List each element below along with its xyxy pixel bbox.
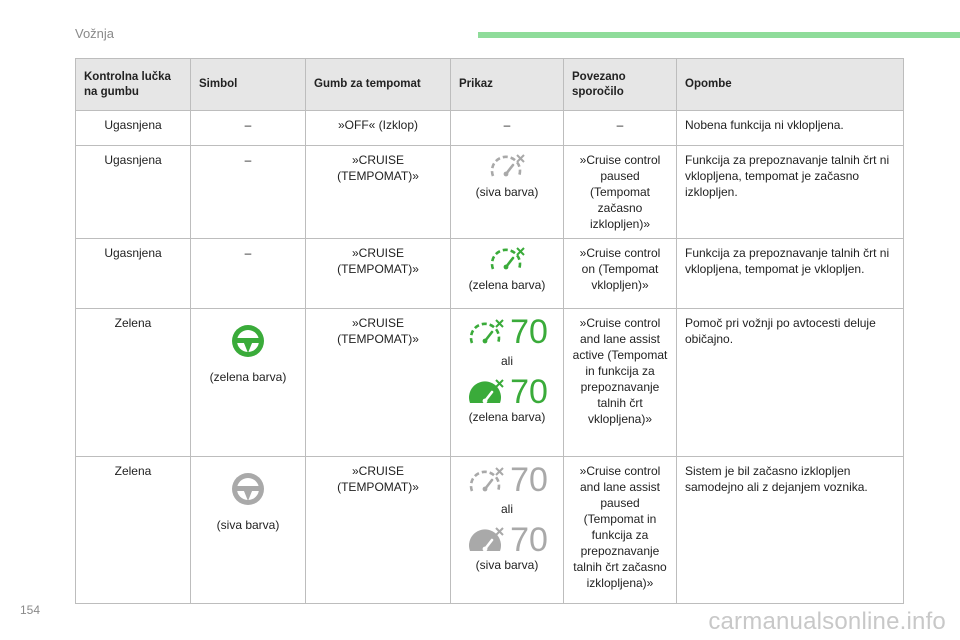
cruise-lane-outline-icon bbox=[466, 317, 506, 347]
header-symbol: Simbol bbox=[191, 59, 306, 111]
symbol-caption: (zelena barva) bbox=[209, 370, 287, 384]
cell-symbol: – bbox=[191, 146, 306, 239]
cell-lamp: Ugasnjena bbox=[76, 111, 191, 146]
header-accent-bar bbox=[478, 32, 960, 38]
cell-notes: Funkcija za prepoznavanje talnih črt ni vklopljena, tempomat je začasno izklopljen. bbox=[677, 146, 904, 239]
table-row bbox=[76, 239, 904, 309]
cell-display: – bbox=[451, 111, 564, 146]
display-caption: (zelena barva) bbox=[468, 278, 546, 292]
cell-lamp: Ugasnjena bbox=[76, 239, 191, 309]
speed-value: 70 bbox=[510, 373, 548, 411]
header-notes: Opombe bbox=[677, 59, 904, 111]
cell-message: »Cruise control and lane assist active (Tempomat in funkcija za prepoznavanje talnih črt vklopljena)» bbox=[564, 309, 677, 457]
cruise-lane-filled-icon bbox=[466, 377, 506, 407]
cruise-lane-outline-icon bbox=[466, 465, 506, 495]
cell-message: »Cruise control and lane assist paused (Tempomat in funkcija za prepoznavanje talnih črt začasno izklopljena)» bbox=[564, 457, 677, 604]
steering-wheel-icon bbox=[230, 323, 266, 359]
cell-button: »CRUISE (TEMPOMAT)» bbox=[306, 239, 451, 309]
watermark: carmanualsonline.info bbox=[708, 608, 946, 635]
cell-symbol: – bbox=[191, 111, 306, 146]
cell-symbol bbox=[191, 309, 306, 457]
header-button: Gumb za tempomat bbox=[306, 59, 451, 111]
table-row bbox=[76, 457, 904, 604]
display-or: ali bbox=[500, 502, 513, 516]
cell-lamp: Ugasnjena bbox=[76, 146, 191, 239]
header-display: Prikaz bbox=[451, 59, 564, 111]
steering-wheel-icon bbox=[230, 471, 266, 507]
cell-symbol bbox=[191, 457, 306, 604]
cell-symbol: – bbox=[191, 239, 306, 309]
speed-value: 70 bbox=[510, 461, 548, 499]
cell-display bbox=[451, 146, 564, 239]
cell-lamp: Zelena bbox=[76, 309, 191, 457]
cell-message: »Cruise control paused (Tempomat začasno izklopljen)» bbox=[564, 146, 677, 239]
cell-button: »CRUISE (TEMPOMAT)» bbox=[306, 146, 451, 239]
cruise-paused-icon bbox=[487, 152, 527, 180]
cruise-on-icon bbox=[487, 245, 527, 273]
symbol-caption: (siva barva) bbox=[216, 518, 280, 532]
cell-button: »OFF« (Izklop) bbox=[306, 111, 451, 146]
table-row bbox=[76, 111, 904, 146]
cell-notes: Funkcija za prepoznavanje talnih črt ni vklopljena, tempomat je vklopljen. bbox=[677, 239, 904, 309]
table-row bbox=[76, 146, 904, 239]
cell-message: – bbox=[564, 111, 677, 146]
cruise-control-table bbox=[75, 58, 904, 604]
cell-notes: Sistem je bil začasno izklopljen samodejno ali z dejanjem voznika. bbox=[677, 457, 904, 604]
cell-lamp: Zelena bbox=[76, 457, 191, 604]
display-or: ali bbox=[500, 354, 513, 368]
header-message: Povezano sporočilo bbox=[564, 59, 677, 111]
cell-display bbox=[451, 309, 564, 457]
cell-display bbox=[451, 457, 564, 604]
table-row bbox=[76, 309, 904, 457]
cell-notes: Pomoč pri vožnji po avtocesti deluje običajno. bbox=[677, 309, 904, 457]
speed-value: 70 bbox=[510, 521, 548, 559]
cell-message: »Cruise control on (Tempomat vklopljen)» bbox=[564, 239, 677, 309]
table-header-row bbox=[76, 59, 904, 111]
cell-button: »CRUISE (TEMPOMAT)» bbox=[306, 309, 451, 457]
cruise-lane-filled-icon bbox=[466, 525, 506, 555]
cell-button: »CRUISE (TEMPOMAT)» bbox=[306, 457, 451, 604]
speed-value: 70 bbox=[510, 313, 548, 351]
cell-notes: Nobena funkcija ni vklopljena. bbox=[677, 111, 904, 146]
display-caption: (siva barva) bbox=[475, 185, 539, 199]
display-caption: (siva barva) bbox=[475, 558, 539, 572]
page-number: 154 bbox=[20, 603, 41, 617]
header-lamp: Kontrolna lučka na gumbu bbox=[76, 59, 191, 111]
cell-display bbox=[451, 239, 564, 309]
section-title: Vožnja bbox=[75, 26, 115, 41]
display-caption: (zelena barva) bbox=[468, 410, 546, 424]
